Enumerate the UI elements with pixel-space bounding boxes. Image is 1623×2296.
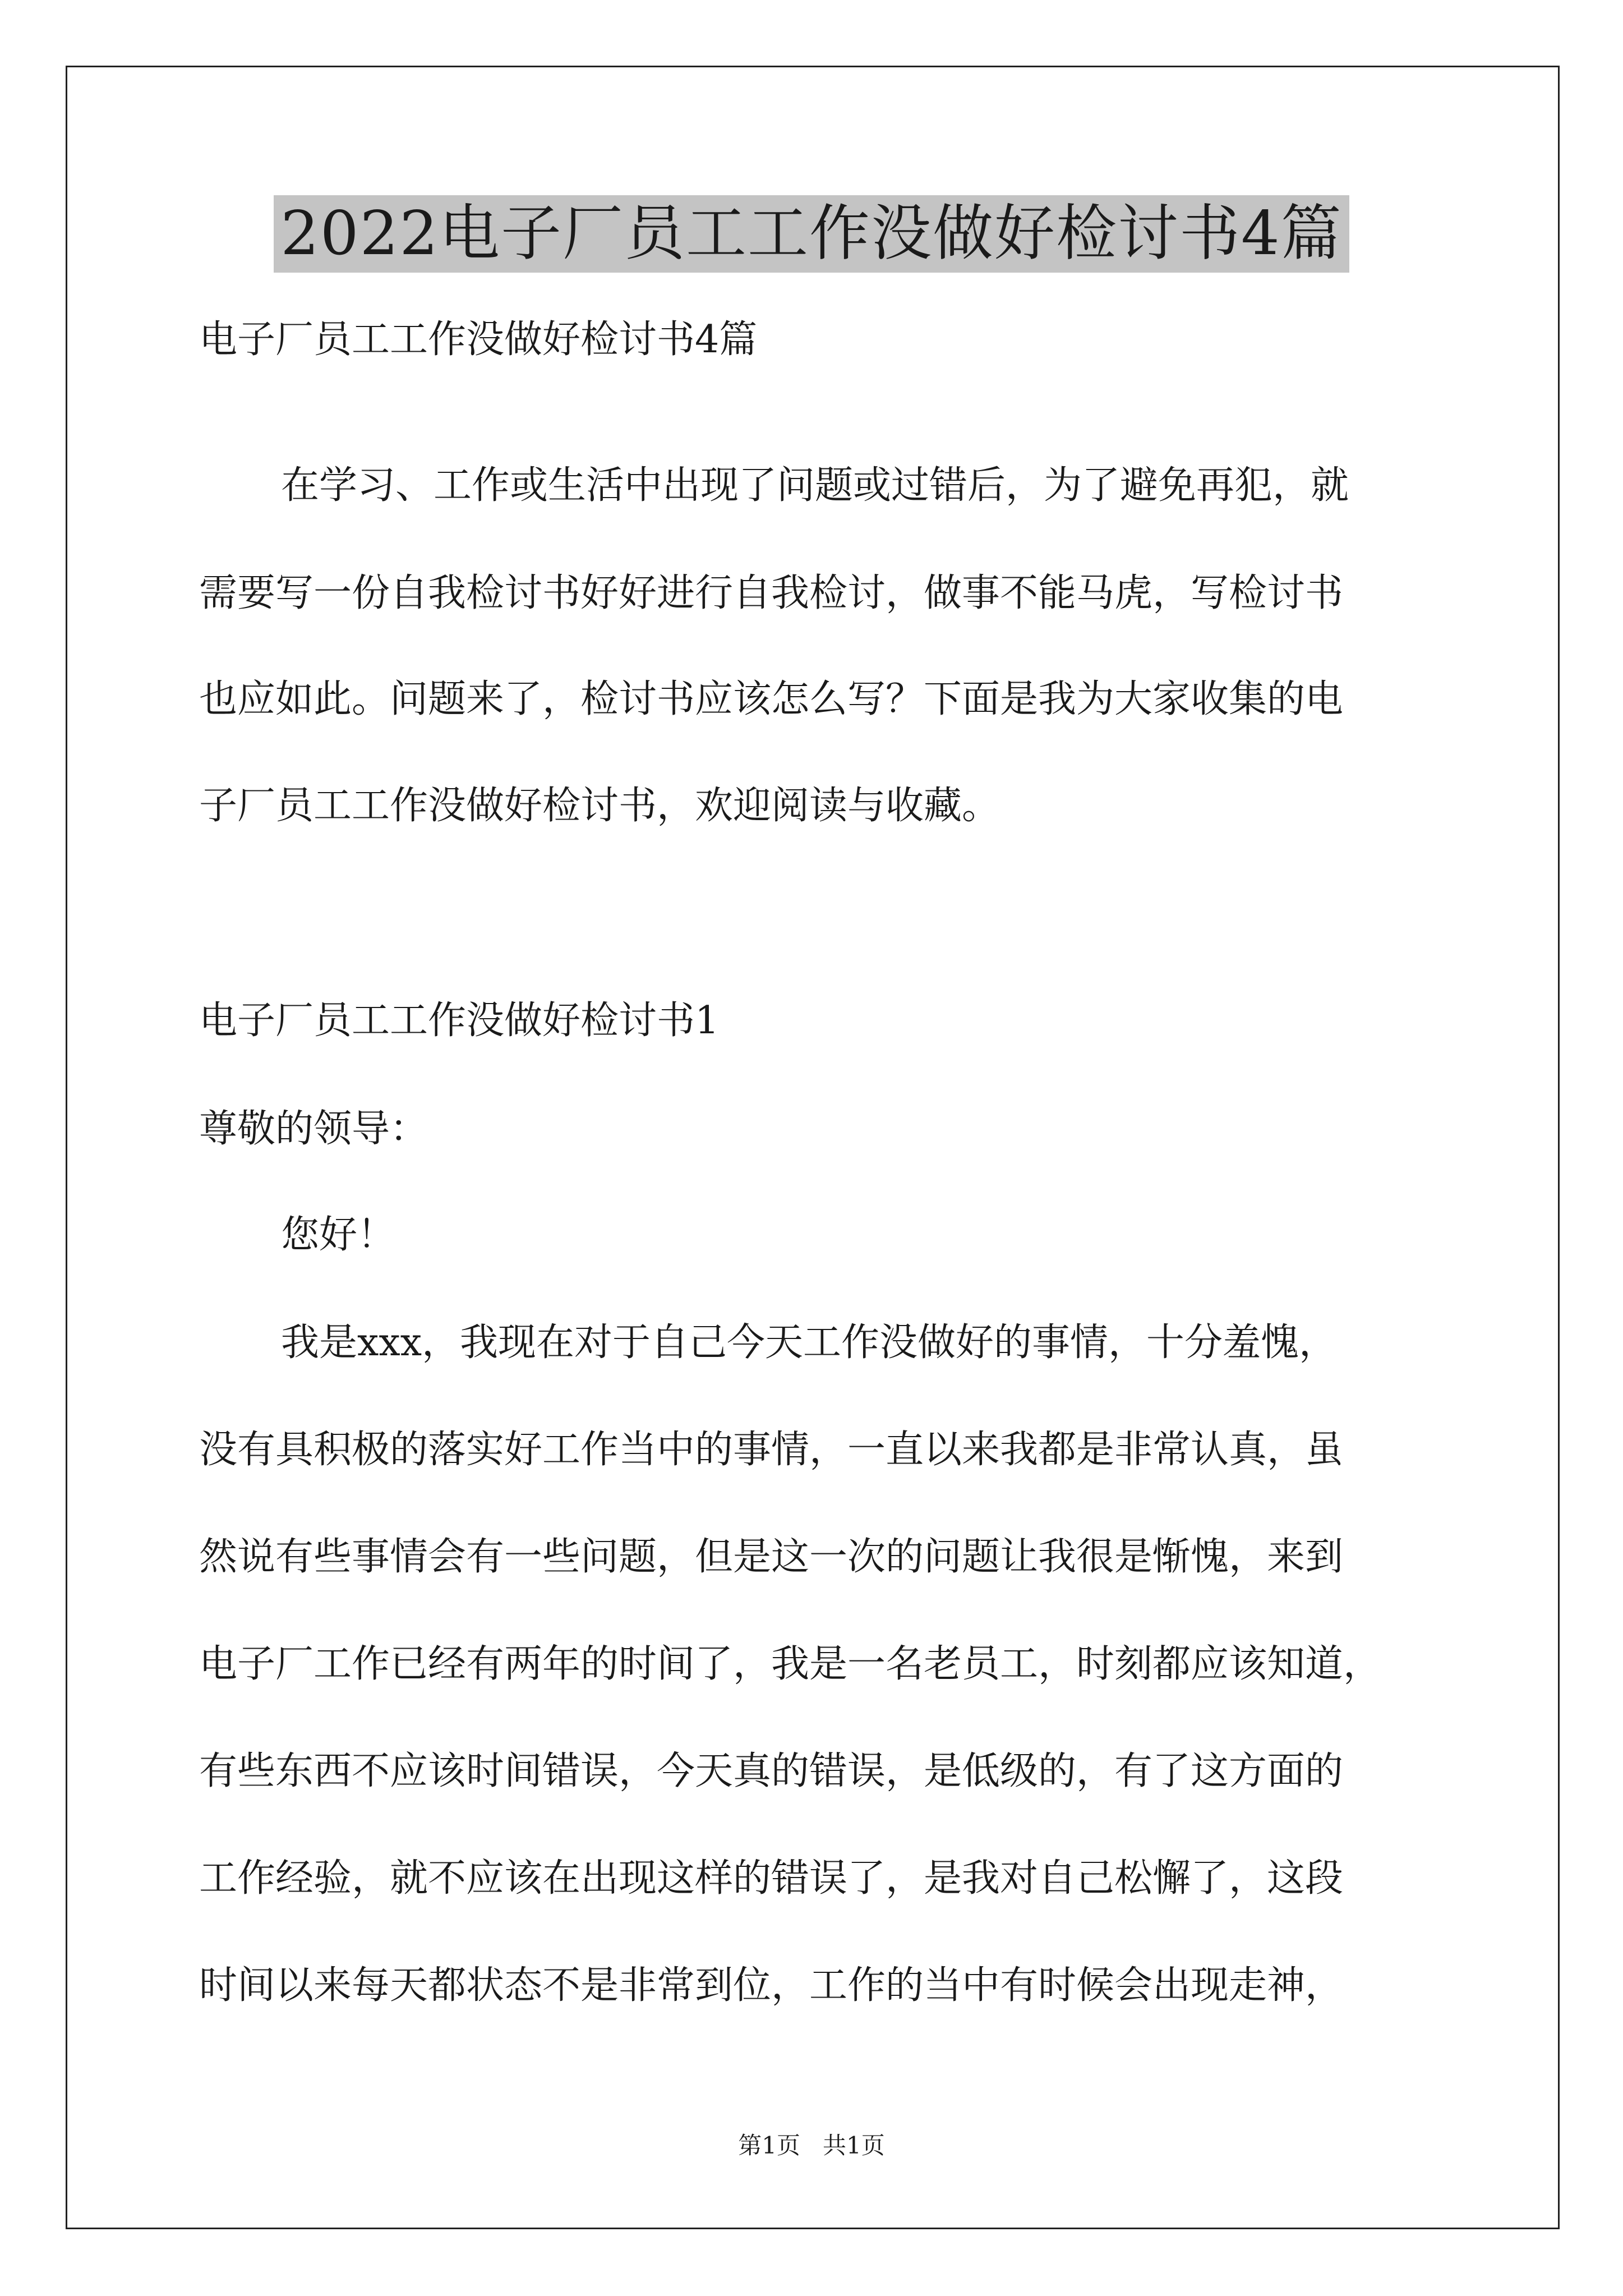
body-line: 工作经验，就不应该在出现这样的错误了，是我对自己松懈了，这段	[199, 1856, 1344, 1901]
document-title-text: 2022电子厂员工工作没做好检讨书4篇	[274, 195, 1349, 273]
document-subtitle: 电子厂员工工作没做好检讨书4篇	[199, 318, 758, 362]
intro-line: 在学习、工作或生活中出现了问题或过错后，为了避免再犯，就	[281, 463, 1349, 508]
intro-line: 需要写一份自我检讨书好好进行自我检讨，做事不能马虎，写检讨书	[199, 571, 1344, 615]
greeting: 您好！	[281, 1213, 396, 1257]
document-title	[0, 195, 1623, 273]
body-line: 然说有些事情会有一些问题，但是这一次的问题让我很是惭愧，来到	[199, 1535, 1344, 1579]
intro-line: 子厂员工工作没做好检讨书，欢迎阅读与收藏。	[199, 784, 1000, 828]
body-line: 有些东西不应该时间错误，今天真的错误，是低级的，有了这方面的	[199, 1749, 1344, 1793]
salutation: 尊敬的领导：	[199, 1107, 428, 1151]
body-line: 电子厂工作已经有两年的时间了，我是一名老员工，时刻都应该知道，	[199, 1642, 1382, 1686]
section-heading: 电子厂员工工作没做好检讨书1	[199, 999, 720, 1043]
intro-line: 也应如此。问题来了，检讨书应该怎么写？下面是我为大家收集的电	[199, 677, 1344, 721]
body-line: 我是xxx，我现在对于自己今天工作没做好的事情，十分羞愧，	[281, 1320, 1338, 1365]
page-number: 第1页 共1页	[738, 2132, 885, 2159]
body-line: 没有具积极的落实好工作当中的事情，一直以来我都是非常认真，虽	[199, 1428, 1344, 1472]
body-line: 时间以来每天都状态不是非常到位，工作的当中有时候会出现走神，	[199, 1963, 1344, 2008]
